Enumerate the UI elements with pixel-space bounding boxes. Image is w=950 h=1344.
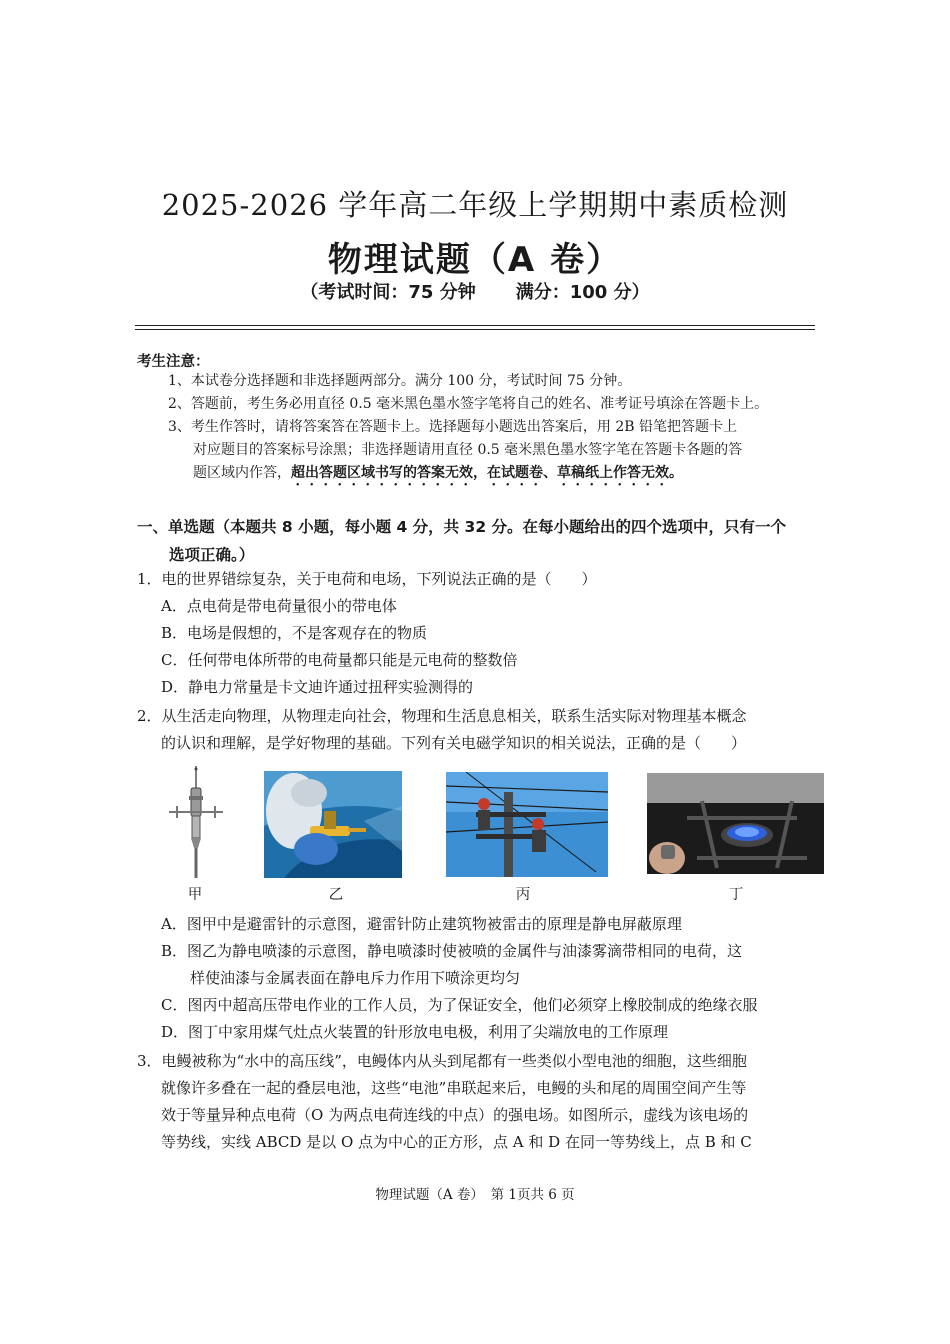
note-3-line2: 对应题目的答案标号涂黑；非选择题请用直径 0.5 毫米黑色墨水签字笔在答题卡各题的答 [193, 442, 743, 458]
section-title-line1: 一、单选题（本题共 8 小题，每小题 4 分，共 32 分。在每小题给出的四个选项中，只有一个 [137, 518, 787, 536]
exam-score: 满分：100 分） [515, 282, 650, 303]
q1-option-c: C．任何带电体所带的电荷量都只能是元电荷的整数倍 [161, 651, 518, 669]
notes-title: 考生注意： [137, 354, 210, 370]
q2-option-d: D．图丁中家用煤气灶点火装置的针形放电电极，利用了尖端放电的工作原理 [161, 1023, 669, 1041]
section-title-line2: 选项正确。） [169, 546, 255, 564]
high-voltage-work-figure [446, 772, 608, 877]
note-3-line1: 3、考生作答时，请将答案答在答题卡上。选择题每小题选出答案后，用 2B 铅笔把答题卡上 [168, 419, 738, 435]
q2-option-c: C．图丙中超高压带电作业的工作人员，为了保证安全，他们必须穿上橡胶制成的绝缘衣服 [161, 996, 758, 1014]
q1-stem: 1．电的世界错综复杂，关于电荷和电场，下列说法正确的是（ ） [137, 570, 597, 588]
header-divider-top [135, 325, 815, 326]
page-footer: 物理试题（A 卷） 第 1页共 6 页 [375, 1187, 575, 1203]
paper-title: 物理试题（A 卷） [327, 240, 623, 280]
lightning-rod-figure [165, 766, 227, 880]
q2-stem-line1: 2．从生活走向物理，从物理走向社会，物理和生活息息相关，联系生活实际对物理基本概念 [137, 707, 747, 725]
q2-stem-line2: 的认识和理解，是学好物理的基础。下列有关电磁学知识的相关说法，正确的是（ ） [161, 734, 747, 752]
q3-line2: 就像许多叠在一起的叠层电池，这些“电池”串联起来后，电鳗的头和尾的周围空间产生等 [161, 1079, 747, 1097]
note-3-plain: 题区域内作答， [193, 465, 291, 481]
note-3-emphasis: 超出答题区域书写的答案无效，在试题卷、草稿纸上作答无效。 [291, 465, 683, 481]
note-2: 2、答题前，考生务必用直径 0.5 毫米黑色墨水签字笔将自己的姓名、准考证号填涂在答题卡上。 [168, 396, 769, 412]
header-divider-bottom [135, 329, 815, 330]
q1-option-b: B．电场是假想的，不是客观存在的物质 [161, 624, 428, 642]
q3-line3: 效于等量异种点电荷（O 为两点电荷连线的中点）的强电场。如图所示，虚线为该电场的 [161, 1106, 749, 1124]
q2-option-b-line2: 样使油漆与金属表面在静电斥力作用下喷涂更均匀 [190, 969, 521, 987]
gas-stove-figure [647, 773, 824, 874]
q1-option-a: A．点电荷是带电荷量很小的带电体 [161, 597, 397, 615]
caption-jia: 甲 [187, 887, 203, 903]
spray-painting-figure [264, 771, 402, 878]
q2-option-b-line1: B．图乙为静电喷漆的示意图，静电喷漆时使被喷的金属件与油漆雾滴带相同的电荷，这 [161, 942, 743, 960]
note-3-line3 [193, 462, 818, 489]
caption-bing: 丙 [515, 887, 531, 903]
q2-option-a: A．图甲中是避雷针的示意图，避雷针防止建筑物被雷击的原理是静电屏蔽原理 [161, 915, 682, 933]
exam-time: （考试时间：75 分钟 [300, 282, 476, 303]
exam-title: 2025-2026 学年高二年级上学期期中素质检测 [161, 188, 789, 222]
caption-yi: 乙 [328, 887, 344, 903]
q3-line4: 等势线，实线 ABCD 是以 O 点为中心的正方形，点 A 和 D 在同一等势线上，点 B 和 C [161, 1133, 752, 1151]
q3-line1: 3．电鳗被称为“水中的高压线”，电鳗体内从头到尾都有一些类似小型电池的细胞，这些细胞 [137, 1052, 747, 1070]
q1-option-d: D．静电力常量是卡文迪许通过扭秤实验测得的 [161, 678, 474, 696]
exam-info [0, 278, 950, 304]
section-title [137, 513, 827, 569]
note-1: 1、本试卷分选择题和非选择题两部分。满分 100 分，考试时间 75 分钟。 [168, 373, 632, 389]
caption-ding: 丁 [728, 887, 744, 903]
